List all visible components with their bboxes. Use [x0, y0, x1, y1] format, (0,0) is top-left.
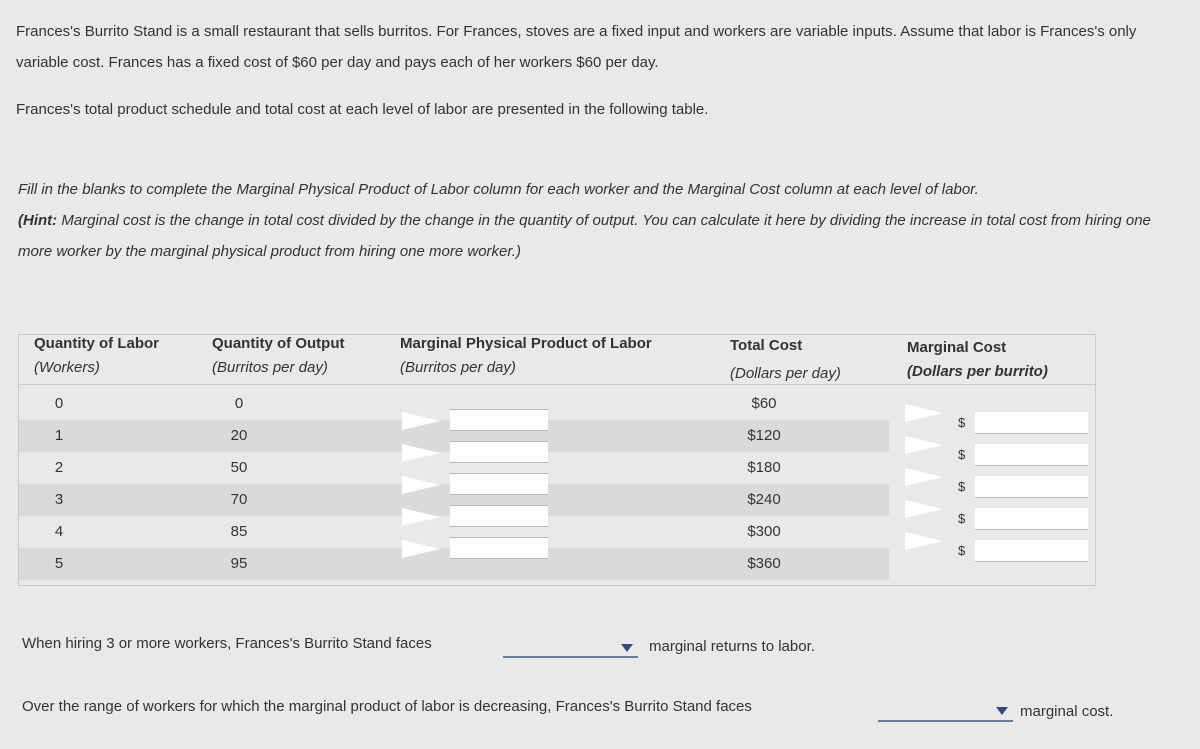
- table-intro-paragraph: Frances's total product schedule and total cost at each level of labor are presented in the following table.: [16, 101, 709, 118]
- question1-suffix: marginal returns to labor.: [649, 638, 815, 655]
- chevron-right-icon: [905, 404, 943, 422]
- chevron-right-icon: [402, 476, 440, 494]
- total-cost-cell: $240: [747, 491, 781, 508]
- labor-cell: 0: [54, 395, 64, 412]
- mpp-input-worker-4[interactable]: [450, 505, 548, 527]
- header-output: Quantity of Output (Burritos per day): [212, 335, 345, 376]
- total-cost-cell: $360: [747, 555, 781, 572]
- instructions-text: Fill in the blanks to complete the Marginal Physical Product of Labor column for each worker and the Marginal Cost column at each level of labor.: [18, 181, 979, 198]
- header-marginal-cost: Marginal Cost (Dollars per burrito): [907, 339, 1048, 380]
- output-cell: 20: [230, 427, 248, 444]
- hint-label: (Hint:: [18, 212, 58, 229]
- header-divider: [18, 384, 1096, 385]
- mpp-input-worker-5[interactable]: [450, 537, 548, 559]
- header-total-cost: Total Cost (Dollars per day): [730, 337, 841, 382]
- total-cost-cell: $180: [747, 459, 781, 476]
- chevron-right-icon: [402, 444, 440, 462]
- intro-paragraph: Frances's Burrito Stand is a small restaurant that sells burritos. For Frances, stoves are a fixed input and workers are variable inputs. Assume that labor is Frances's only variable cost. Frances has a fixed cost of $60 per day and pays each of her workers $60 per day.: [16, 23, 1137, 71]
- output-cell: 50: [230, 459, 248, 476]
- output-cell: 95: [230, 555, 248, 572]
- cost-dropdown[interactable]: [878, 700, 1013, 724]
- labor-cell: 1: [54, 427, 64, 444]
- header-labor: Quantity of Labor (Workers): [34, 335, 159, 376]
- mpp-input-worker-3[interactable]: [450, 473, 548, 495]
- question1-text: When hiring 3 or more workers, Frances's Burrito Stand faces: [22, 635, 432, 652]
- mc-input-worker-3[interactable]: [975, 476, 1088, 498]
- question2-suffix: marginal cost.: [1020, 703, 1114, 720]
- mpp-input-worker-1[interactable]: [450, 409, 548, 431]
- hint-text: Marginal cost is the change in total cost divided by the change in the quantity of output. You can calculate it here by dividing the increase in total cost from hiring one more worker by the marginal physical product from hiring one more worker.): [18, 212, 1151, 260]
- labor-cell: 5: [54, 555, 64, 572]
- mpp-input-worker-2[interactable]: [450, 441, 548, 463]
- output-cell: 85: [230, 523, 248, 540]
- currency-symbol: $: [958, 543, 966, 558]
- chevron-right-icon: [905, 468, 943, 486]
- currency-symbol: $: [958, 447, 966, 462]
- header-mpp: Marginal Physical Product of Labor (Burritos per day): [400, 335, 652, 376]
- currency-symbol: $: [958, 415, 966, 430]
- labor-cell: 3: [54, 491, 64, 508]
- total-cost-cell: $120: [747, 427, 781, 444]
- question2-text: Over the range of workers for which the marginal product of labor is decreasing, Frances's Burrito Stand faces: [22, 698, 752, 715]
- mc-input-worker-4[interactable]: [975, 508, 1088, 530]
- chevron-right-icon: [905, 532, 943, 550]
- dropdown-arrow-icon: [621, 644, 633, 652]
- output-cell: 0: [234, 395, 244, 412]
- chevron-right-icon: [402, 508, 440, 526]
- labor-cell: 2: [54, 459, 64, 476]
- mc-input-worker-2[interactable]: [975, 444, 1088, 466]
- mc-input-worker-1[interactable]: [975, 412, 1088, 434]
- total-cost-cell: $60: [751, 395, 777, 412]
- dropdown-underline: [878, 720, 1013, 722]
- chevron-right-icon: [402, 412, 440, 430]
- returns-dropdown[interactable]: [503, 636, 638, 660]
- chevron-right-icon: [905, 436, 943, 454]
- chevron-right-icon: [905, 500, 943, 518]
- dropdown-arrow-icon: [996, 707, 1008, 715]
- currency-symbol: $: [958, 479, 966, 494]
- dropdown-underline: [503, 656, 638, 658]
- currency-symbol: $: [958, 511, 966, 526]
- labor-cell: 4: [54, 523, 64, 540]
- output-cell: 70: [230, 491, 248, 508]
- total-cost-cell: $300: [747, 523, 781, 540]
- mc-input-worker-5[interactable]: [975, 540, 1088, 562]
- instructions: [18, 174, 1188, 267]
- chevron-right-icon: [402, 540, 440, 558]
